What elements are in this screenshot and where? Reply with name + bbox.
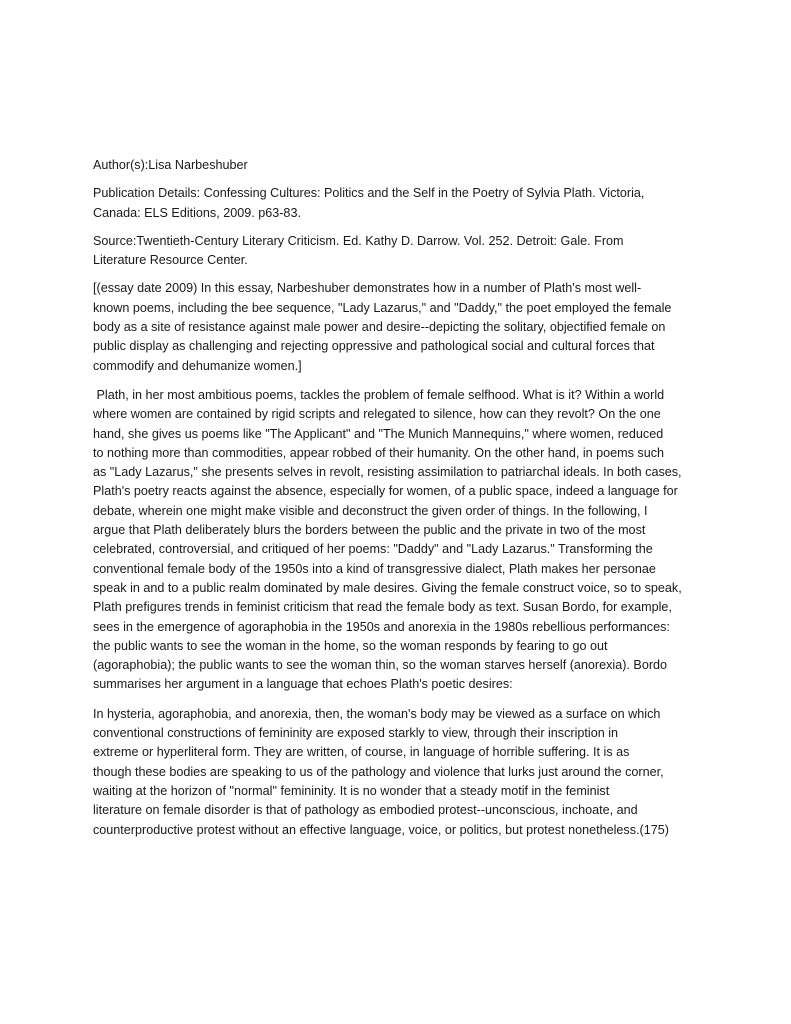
abstract-line: [(essay date 2009) In this essay, Narbeshuber demonstrates how in a number of Plath's most well- — [93, 281, 642, 296]
source-line: Source:Twentieth-Century Literary Criticism. Ed. Kathy D. Darrow. Vol. 252. Detroit: Gale. From — [93, 233, 624, 248]
quote-line: counterproductive protest without an effective language, voice, or politics, but protest nonetheless.(175) — [93, 822, 669, 837]
author-text: Author(s):Lisa Narbeshuber — [93, 158, 248, 172]
quote-line: In hysteria, agoraphobia, and anorexia, then, the woman's body may be viewed as a surface on which — [93, 706, 661, 721]
body-line: Plath prefigures trends in feminist criticism that read the female body as text. Susan Bordo, for example, — [93, 600, 672, 615]
block-quote — [93, 705, 713, 840]
body-line: Plath's poetry reacts against the absence, especially for women, of a public space, indeed a language for — [93, 484, 678, 499]
publication-line: Publication Details: Confessing Cultures: Politics and the Self in the Poetry of Sylvia Plath. Victoria, — [93, 186, 645, 201]
body-line: summarises her argument in a language that echoes Plath's poetic desires: — [93, 677, 513, 692]
quote-line: conventional constructions of femininity are exposed starkly to view, through their inscription in — [93, 726, 619, 741]
body-line: celebrated, controversial, and critiqued of her poems: "Daddy" and "Lady Lazarus." Transforming the — [93, 542, 653, 557]
body-line: argue that Plath deliberately blurs the borders between the public and the private in two of the most — [93, 523, 646, 538]
body-line: where women are contained by rigid scripts and relegated to silence, how can they revolt? On the one — [93, 407, 661, 422]
body-line: sees in the emergence of agoraphobia in the 1950s and anorexia in the 1980s rebellious performances: — [93, 619, 670, 634]
body-paragraph — [93, 386, 713, 695]
body-line: the public wants to see the woman in the home, so the woman responds by fearing to go out — [93, 638, 608, 653]
abstract-line: public display as challenging and rejecting oppressive and pathological social and cultural forces that — [93, 339, 655, 354]
body-line: to nothing more than commodities, appear robbed of their humanity. On the other hand, in poems such — [93, 445, 665, 460]
source-details — [93, 232, 713, 271]
body-line: speak in and to a public realm dominated by male desires. Giving the female construct voice, so to speak, — [93, 580, 682, 595]
body-line: (agoraphobia); the public wants to see the woman thin, so the woman starves herself (anorexia). Bordo — [93, 658, 668, 673]
publication-line: Canada: ELS Editions, 2009. p63-83. — [93, 205, 301, 220]
quote-line: extreme or hyperliteral form. They are written, of course, in language of horrible suffering. It is as — [93, 745, 630, 760]
quote-line: though these bodies are speaking to us of the pathology and violence that lurks just around the corner, — [93, 764, 664, 779]
quote-line: waiting at the horizon of "normal" femininity. It is no wonder that a steady motif in the feminist — [93, 783, 610, 798]
body-line: debate, wherein one might make visible and deconstruct the given order of things. In the following, I — [93, 503, 648, 518]
body-line: as "Lady Lazarus," she presents selves in revolt, resisting assimilation to patriarchal ideals. In both cases, — [93, 465, 682, 480]
body-line: Plath, in her most ambitious poems, tackles the problem of female selfhood. What is it? Within a world — [93, 387, 665, 402]
abstract-line: known poems, including the bee sequence, "Lady Lazarus," and "Daddy," the poet employed the female — [93, 300, 672, 315]
body-line: hand, she gives us poems like "The Applicant" and "The Munich Mannequins," where women, reduced — [93, 426, 664, 441]
author-line — [93, 156, 713, 175]
quote-line: literature on female disorder is that of pathology as embodied protest--unconscious, inchoate, and — [93, 803, 638, 818]
abstract-paragraph — [93, 279, 713, 375]
document-page — [93, 156, 713, 849]
publication-details — [93, 184, 713, 223]
abstract-line: body as a site of resistance against male power and desire--depicting the solitary, objectified female on — [93, 320, 666, 335]
source-line: Literature Resource Center. — [93, 253, 248, 268]
body-line: conventional female body of the 1950s into a kind of transgressive dialect, Plath makes her personae — [93, 561, 656, 576]
abstract-line: commodify and dehumanize women.] — [93, 358, 302, 373]
